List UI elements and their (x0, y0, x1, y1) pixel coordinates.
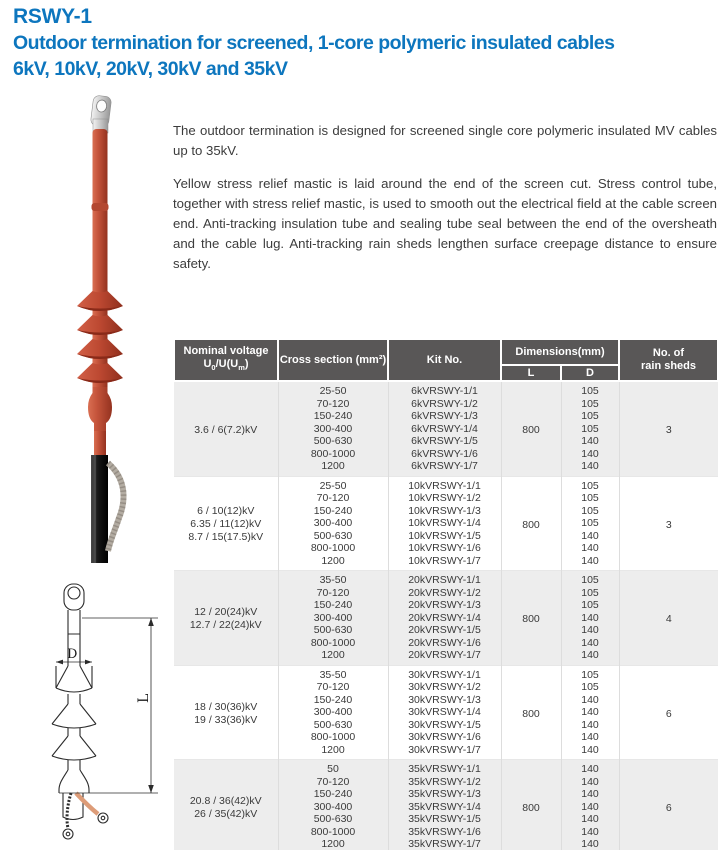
cross-section-cell: 50 (278, 760, 388, 776)
drawing-dimension-lines (56, 618, 158, 793)
dimension-d-cell: 105 (561, 476, 619, 492)
dimension-d-cell: 105 (561, 599, 619, 612)
kit-no-cell: 10kVRSWY-1/6 (388, 542, 501, 555)
cross-section-cell: 35-50 (278, 665, 388, 681)
rain-sheds-cell: 4 (665, 613, 672, 625)
rain-sheds-cell: 3 (665, 424, 672, 436)
dimension-d-cell: 140 (561, 719, 619, 732)
table-row (174, 760, 718, 776)
cross-section-cell: 1200 (278, 744, 388, 760)
dimension-d-cell: 140 (561, 760, 619, 776)
table-group-10kv (174, 476, 718, 571)
kit-no-cell: 10kVRSWY-1/2 (388, 492, 501, 505)
description-paragraph-1: The outdoor termination is designed for screened single core polymeric insulated MV cables up to 35kV. (173, 123, 717, 158)
kit-no-cell: 20kVRSWY-1/5 (388, 624, 501, 637)
dimension-d-cell: 140 (561, 744, 619, 760)
dimension-d-cell: 140 (561, 731, 619, 744)
table-row (174, 476, 718, 492)
table-group-30kv (174, 665, 718, 760)
col-header-cross-section: Cross section (mm²) (278, 339, 388, 381)
dimension-d-cell: 140 (561, 612, 619, 625)
cable-lug-photo (90, 95, 112, 133)
cross-section-cell: 150-240 (278, 599, 388, 612)
kit-no-cell: 30kVRSWY-1/7 (388, 744, 501, 760)
cross-section-cell: 70-120 (278, 492, 388, 505)
table-row (174, 665, 718, 681)
col-header-nominal-voltage: Nominal voltage $U_0/U(U_m)$ (174, 339, 278, 381)
dimension-d-cell: 140 (561, 460, 619, 476)
cross-section-cell: 800-1000 (278, 637, 388, 650)
dimension-d-cell: 105 (561, 410, 619, 423)
kit-no-cell: 30kVRSWY-1/1 (388, 665, 501, 681)
kit-no-cell: 6kVRSWY-1/5 (388, 435, 501, 448)
drawing-arrowheads (56, 618, 154, 793)
kit-no-cell: 6kVRSWY-1/6 (388, 448, 501, 461)
cross-section-cell: 300-400 (278, 423, 388, 436)
kit-no-cell: 30kVRSWY-1/5 (388, 719, 501, 732)
dimension-l-cell: 800 (501, 476, 561, 571)
stress-cone-photo (88, 387, 112, 459)
cross-section-cell: 35-50 (278, 571, 388, 587)
dimension-d-cell: 140 (561, 706, 619, 719)
cross-section-cell: 70-120 (278, 776, 388, 789)
cross-section-cell: 300-400 (278, 517, 388, 530)
nominal-voltage-cell: 20.8 / 36(42)kV 26 / 35(42)kV (174, 760, 278, 850)
cable-end-photo (91, 455, 124, 563)
spec-table (173, 338, 719, 850)
product-title: Outdoor termination for screened, 1-core polymeric insulated cables (13, 32, 615, 54)
kit-no-cell: 35kVRSWY-1/5 (388, 813, 501, 826)
dimension-d-cell: 140 (561, 624, 619, 637)
kit-no-cell: 20kVRSWY-1/2 (388, 587, 501, 600)
nominal-voltage-cell: 6 / 10(12)kV 6.35 / 11(12)kV 8.7 / 15(17.5)kV (174, 476, 278, 571)
dimension-l-label: L (136, 693, 152, 703)
dimension-d-cell: 105 (561, 381, 619, 398)
col-header-kit-no: Kit No. (388, 339, 501, 381)
kit-no-cell: 35kVRSWY-1/3 (388, 788, 501, 801)
cross-section-cell: 500-630 (278, 530, 388, 543)
dimension-d-cell: 105 (561, 505, 619, 518)
kit-no-cell: 30kVRSWY-1/6 (388, 731, 501, 744)
cross-section-cell: 800-1000 (278, 826, 388, 839)
drawing-lug (64, 584, 84, 618)
cross-section-cell: 300-400 (278, 801, 388, 814)
kit-no-cell: 10kVRSWY-1/3 (388, 505, 501, 518)
cross-section-cell: 500-630 (278, 624, 388, 637)
cross-section-cell: 800-1000 (278, 448, 388, 461)
kit-no-cell: 6kVRSWY-1/7 (388, 460, 501, 476)
kit-no-cell: 20kVRSWY-1/6 (388, 637, 501, 650)
rain-sheds-cell: 6 (665, 802, 672, 814)
dimension-d-cell: 140 (561, 826, 619, 839)
kit-no-cell: 30kVRSWY-1/4 (388, 706, 501, 719)
table-row (174, 571, 718, 587)
dimension-d-cell: 140 (561, 649, 619, 665)
dimension-l-cell: 800 (501, 381, 561, 476)
cross-section-cell: 300-400 (278, 706, 388, 719)
product-code: RSWY-1 (13, 5, 92, 28)
cross-section-cell: 500-630 (278, 435, 388, 448)
kit-no-cell: 35kVRSWY-1/7 (388, 838, 501, 850)
cross-section-cell: 70-120 (278, 398, 388, 411)
dimension-l-cell: 800 (501, 760, 561, 850)
cross-section-cell: 70-120 (278, 681, 388, 694)
cross-section-cell: 500-630 (278, 813, 388, 826)
col-header-d: D (561, 365, 619, 381)
kit-no-cell: 20kVRSWY-1/7 (388, 649, 501, 665)
cross-section-cell: 500-630 (278, 719, 388, 732)
rain-sheds-cell: 3 (665, 518, 672, 531)
product-photo (22, 93, 162, 563)
nominal-voltage-cell: 3.6 / 6(7.2)kV (174, 381, 278, 476)
description (173, 121, 717, 287)
dimension-d-label: D (67, 647, 78, 662)
kit-no-cell: 35kVRSWY-1/4 (388, 801, 501, 814)
dimension-d-cell: 140 (561, 788, 619, 801)
kit-no-cell: 20kVRSWY-1/3 (388, 599, 501, 612)
kit-no-cell: 6kVRSWY-1/2 (388, 398, 501, 411)
dimension-l-cell: 800 (501, 571, 561, 666)
dimension-d-cell: 105 (561, 571, 619, 587)
cross-section-cell: 150-240 (278, 505, 388, 518)
dimension-d-cell: 105 (561, 665, 619, 681)
cross-section-cell: 25-50 (278, 476, 388, 492)
col-header-dimensions: Dimensions(mm) (501, 339, 619, 365)
kit-no-cell: 10kVRSWY-1/1 (388, 476, 501, 492)
kit-no-cell: 30kVRSWY-1/3 (388, 694, 501, 707)
technical-drawing (18, 578, 168, 846)
cross-section-cell: 300-400 (278, 612, 388, 625)
drawing-earth-braid (67, 793, 71, 828)
kit-no-cell: 35kVRSWY-1/2 (388, 776, 501, 789)
dimension-d-cell: 105 (561, 398, 619, 411)
cross-section-cell: 150-240 (278, 788, 388, 801)
dimension-d-cell: 105 (561, 492, 619, 505)
kit-no-cell: 10kVRSWY-1/5 (388, 530, 501, 543)
kit-no-cell: 6kVRSWY-1/1 (388, 381, 501, 398)
dimension-d-cell: 140 (561, 637, 619, 650)
cross-section-cell: 800-1000 (278, 542, 388, 555)
nominal-voltage-cell: 12 / 20(24)kV 12.7 / 22(24)kV (174, 571, 278, 666)
kit-no-cell: 6kVRSWY-1/4 (388, 423, 501, 436)
table-row (174, 381, 718, 398)
product-voltages-subtitle: 6kV, 10kV, 20kV, 30kV and 35kV (13, 58, 288, 80)
table-group-35kv (174, 760, 718, 850)
dimension-d-cell: 105 (561, 517, 619, 530)
cross-section-cell: 150-240 (278, 694, 388, 707)
dimension-d-cell: 105 (561, 681, 619, 694)
cross-section-cell: 1200 (278, 555, 388, 571)
kit-no-cell: 20kVRSWY-1/4 (388, 612, 501, 625)
spec-table-header (174, 339, 718, 381)
kit-no-cell: 10kVRSWY-1/7 (388, 555, 501, 571)
col-header-l: L (501, 365, 561, 381)
cross-section-cell: 1200 (278, 838, 388, 850)
kit-no-cell: 20kVRSWY-1/1 (388, 571, 501, 587)
description-paragraph-2: Yellow stress relief mastic is laid around the end of the screen cut. Stress control tube, together with stress relief mastic, is used to smooth out the electrical field at the cable screen end. Anti-tracking insulation tube and sealing tube seal between the end of the oversheath and the cable lug. Anti-tracking rain sheds lengthen surface creepage distance to ensure safety. (173, 176, 717, 271)
page-title (13, 4, 713, 82)
col-header-rain-sheds: No. of rain sheds (619, 339, 718, 381)
dimension-l-cell: 800 (501, 665, 561, 760)
dimension-d-cell: 105 (561, 423, 619, 436)
dimension-d-cell: 140 (561, 838, 619, 850)
cross-section-cell: 1200 (278, 649, 388, 665)
dimension-d-cell: 140 (561, 555, 619, 571)
cross-section-cell: 1200 (278, 460, 388, 476)
dimension-d-cell: 140 (561, 801, 619, 814)
cross-section-cell: 25-50 (278, 381, 388, 398)
cross-section-cell: 150-240 (278, 410, 388, 423)
drawing-earth-lug (63, 829, 73, 839)
kit-no-cell: 10kVRSWY-1/4 (388, 517, 501, 530)
dimension-d-cell: 140 (561, 530, 619, 543)
kit-no-cell: 35kVRSWY-1/1 (388, 760, 501, 776)
dimension-d-cell: 140 (561, 813, 619, 826)
dimension-d-cell: 140 (561, 448, 619, 461)
dimension-d-cell: 140 (561, 776, 619, 789)
cross-section-cell: 800-1000 (278, 731, 388, 744)
kit-no-cell: 35kVRSWY-1/6 (388, 826, 501, 839)
nominal-voltage-cell: 18 / 30(36)kV 19 / 33(36)kV (174, 665, 278, 760)
table-group-6kv (174, 381, 718, 476)
kit-no-cell: 6kVRSWY-1/3 (388, 410, 501, 423)
cross-section-cell: 70-120 (278, 587, 388, 600)
rain-sheds-cell: 6 (665, 707, 672, 720)
table-group-20kv (174, 571, 718, 666)
kit-no-cell: 30kVRSWY-1/2 (388, 681, 501, 694)
dimension-d-cell: 140 (561, 435, 619, 448)
dimension-d-cell: 140 (561, 542, 619, 555)
dimension-d-cell: 140 (561, 694, 619, 707)
dimension-d-cell: 105 (561, 587, 619, 600)
